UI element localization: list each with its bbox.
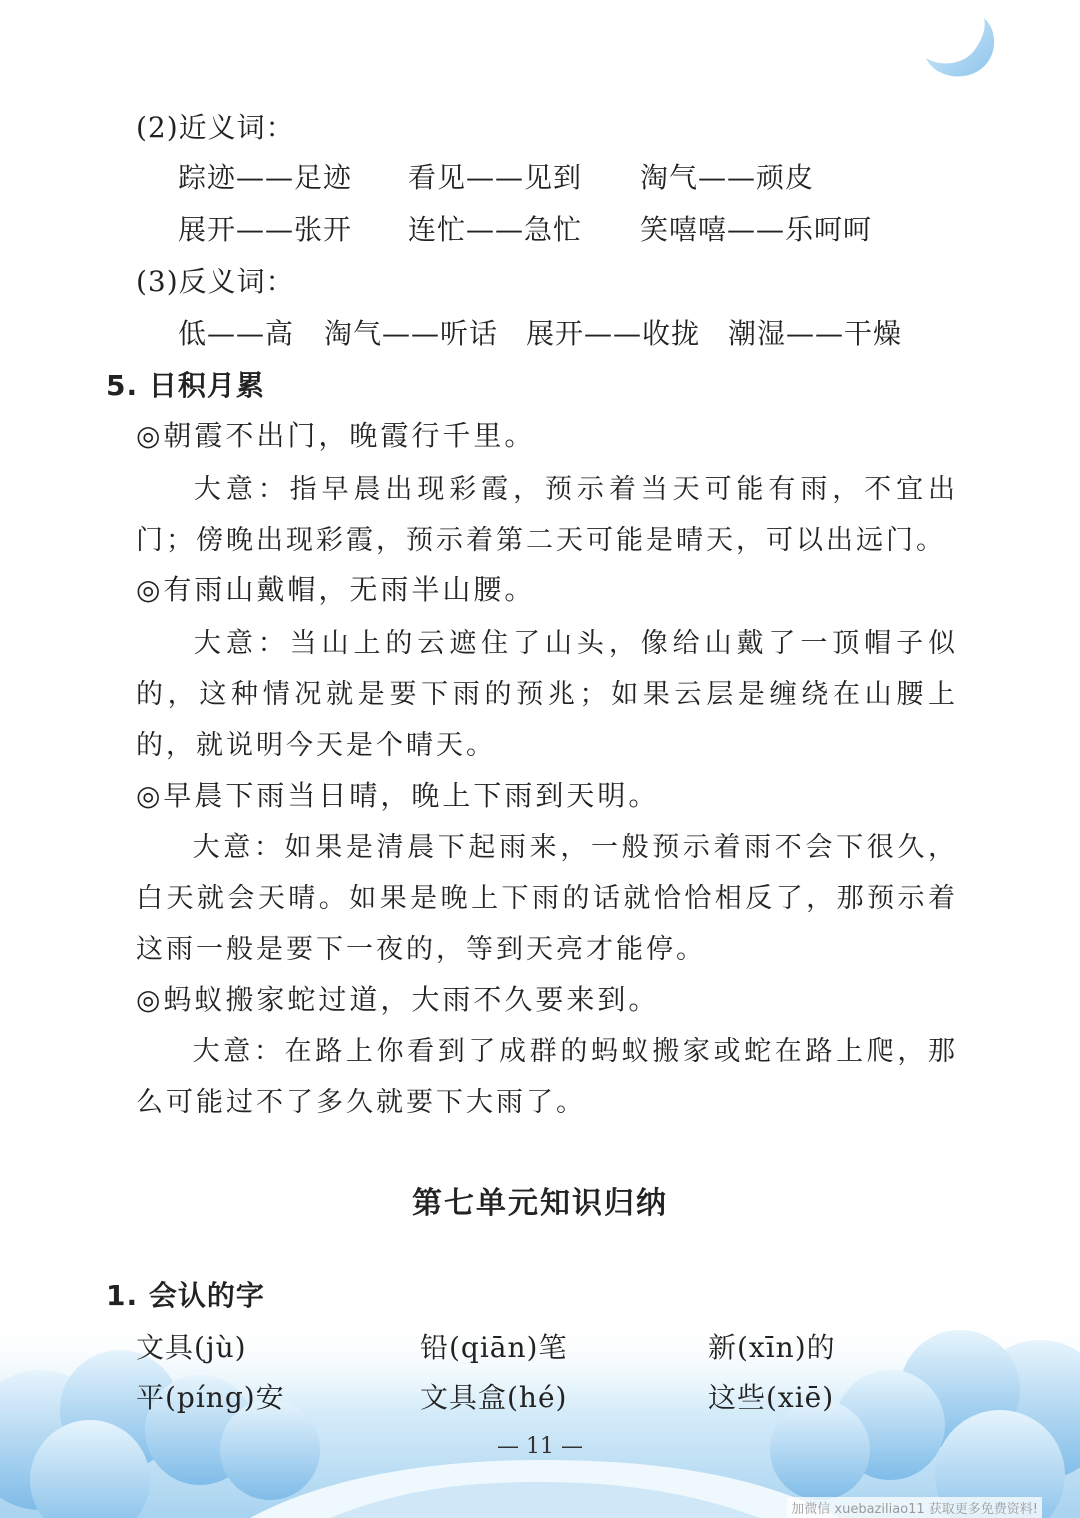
proverb: ◎有雨山戴帽，无雨半山腰。: [136, 573, 536, 606]
proverb-meaning: 大意：在路上你看到了成群的蚂蚁搬家或蛇在路上爬，那么可能过不了多久就要下大雨了。: [136, 1036, 958, 1118]
synonym-pair: 连忙——急忙: [408, 213, 583, 246]
unit-title: 第七单元知识归纳: [412, 1186, 668, 1221]
proverb-meaning: 大意：指早晨出现彩霞，预示着当天可能有雨，不宜出门；傍晚出现彩霞，预示着第二天可能是晴天，可以出远门。: [136, 474, 958, 556]
page-number: — 11 —: [497, 1434, 583, 1459]
section-heading: 5. 日积月累: [106, 369, 265, 402]
proverb-meaning: 大意：当山上的云遮住了山头，像给山戴了一顶帽子似的，这种情况就是要下雨的预兆；如果云层是缠绕在山腰上的，就说明今天是个晴天。: [136, 628, 958, 761]
synonym-pair: 展开——张开: [178, 213, 353, 246]
antonym-pair: 潮湿——干燥: [728, 317, 903, 350]
watermark: 加微信 xuebaziliao11 获取更多免费资料!: [787, 1497, 1042, 1518]
character-entry: 新(xīn)的: [708, 1331, 836, 1364]
proverb: ◎朝霞不出门，晚霞行千里。: [136, 419, 536, 452]
antonym-pair: 低——高: [178, 317, 295, 350]
moon-icon: [922, 14, 1002, 84]
proverb: ◎蚂蚁搬家蛇过道，大雨不久要来到。: [136, 983, 660, 1016]
synonym-pair: 踪迹——足迹: [178, 161, 353, 194]
synonym-pair: 笑嘻嘻——乐呵呵: [640, 213, 873, 246]
character-entry: 文具盒(hé): [420, 1381, 568, 1414]
character-entry: 铅(qiān)笔: [420, 1331, 568, 1364]
character-entry: 文具(jù): [136, 1331, 247, 1364]
synonym-pair: 淘气——顽皮: [640, 161, 815, 194]
character-entry: 平(píng)安: [136, 1381, 285, 1414]
antonyms-label: (3)反义词：: [136, 265, 295, 298]
character-entry: 这些(xiē): [708, 1381, 835, 1414]
antonym-pair: 展开——收拢: [526, 317, 701, 350]
antonym-pair: 淘气——听话: [324, 317, 499, 350]
synonym-pair: 看见——见到: [408, 161, 583, 194]
synonyms-label: (2)近义词：: [136, 111, 295, 144]
section-heading: 1. 会认的字: [106, 1279, 265, 1312]
proverb-meaning: 大意：如果是清晨下起雨来，一般预示着雨不会下很久，白天就会天晴。如果是晚上下雨的话就恰恰相反了，那预示着这雨一般是要下一夜的，等到天亮才能停。: [136, 832, 958, 965]
proverb: ◎早晨下雨当日晴，晚上下雨到天明。: [136, 779, 660, 812]
